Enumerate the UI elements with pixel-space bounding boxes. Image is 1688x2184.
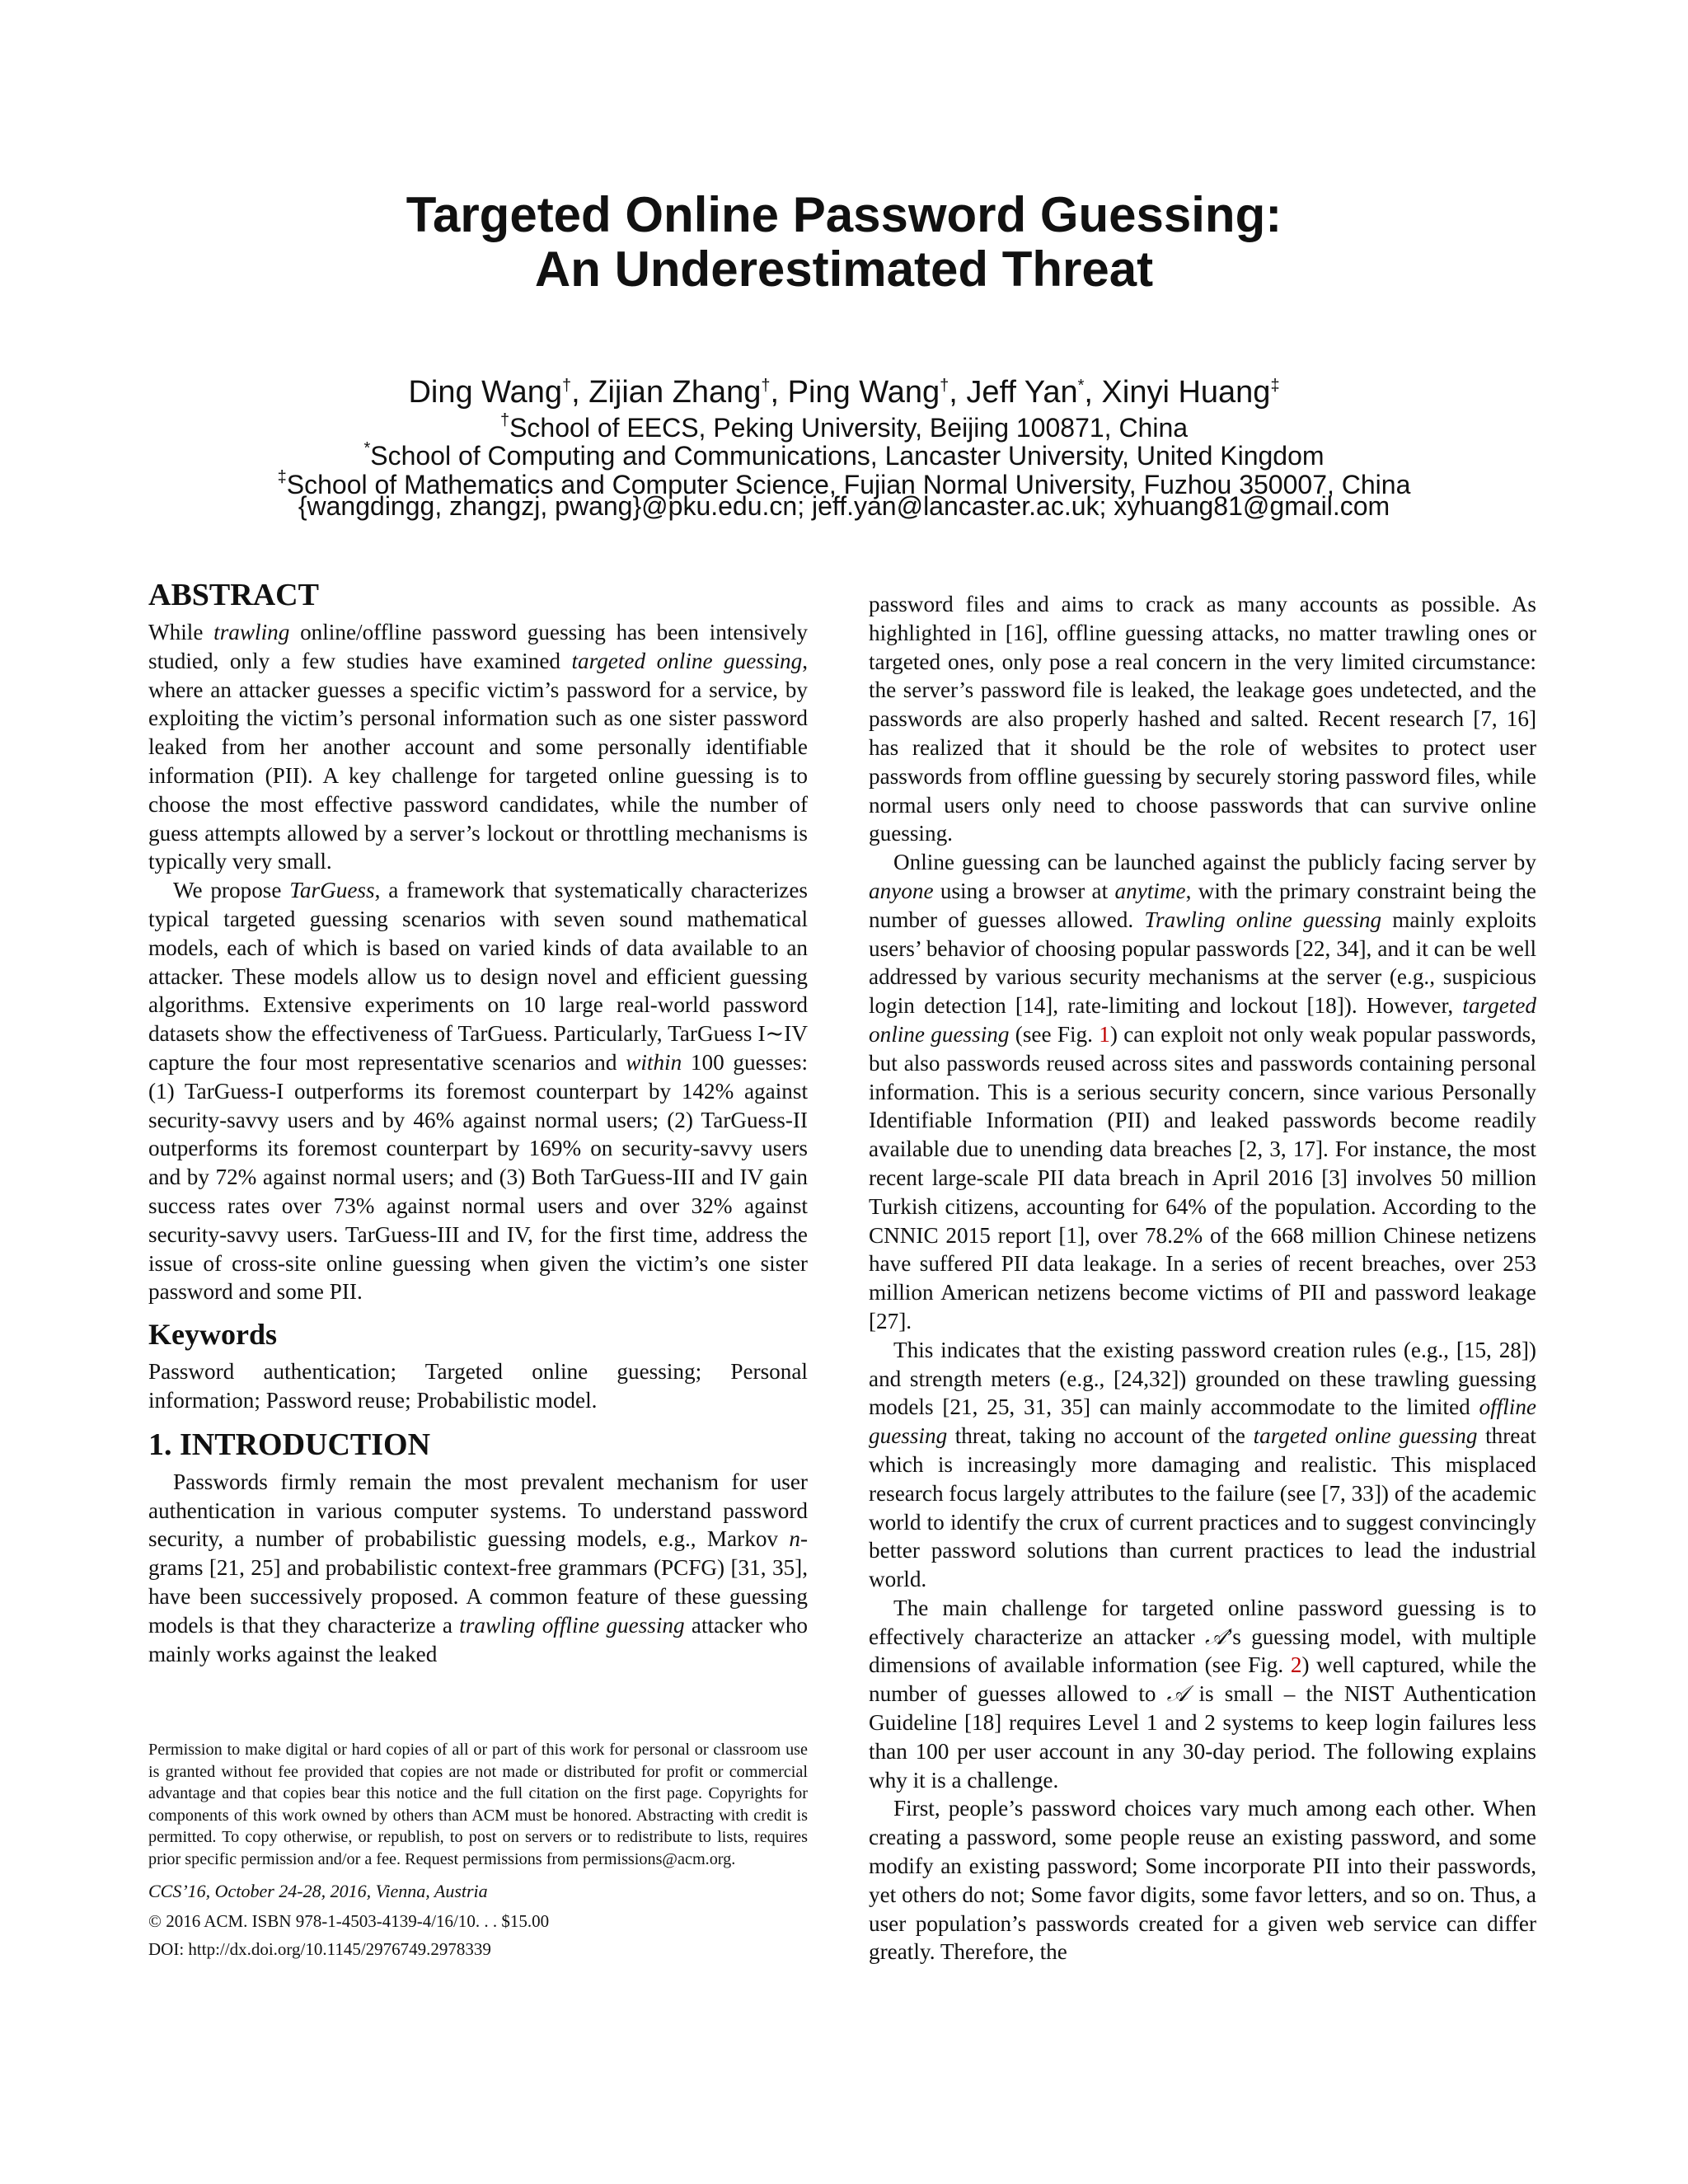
introduction-paragraph-1: [148, 1468, 808, 1669]
copyright-footnote: [148, 1739, 808, 1961]
text-run: While: [148, 620, 214, 644]
author-name: Ping Wang: [787, 375, 940, 410]
author-emails: {wangdingg, zhangzj, pwang}@pku.edu.cn; jeff.yan@lancaster.ac.uk; xyhuang81@gmail.com: [298, 491, 1390, 521]
text-run: mainly exploits users’ behavior of choosing popular passwords [22, 34], and it can be well addressed by various security mechanisms at the server (e.g., suspicious login detection [14], rate-limiting and lockout [18]). However,: [869, 907, 1537, 1019]
text-run: , where an attacker guesses a specific victim’s password for a service, by exploiting the victim’s personal information such as one sister password leaked from her another account and some personally identifiable information (PII). A key challenge for targeted online guessing is to choose the most effective password candidates, while the number of guess attempts allowed by a server’s lockout or throttling mechanisms is typically very small.: [148, 648, 808, 874]
right-paragraph-5: First, people’s password choices vary much among each other. When creating a password, some people reuse an existing password, and some modify an existing password; Some incorporate PII into their passwords, yet others do not; Some favor digits, some favor letters, and so on. Thus, a user population’s passwords created for a given web service can differ greatly. Therefore, the: [869, 1796, 1536, 1965]
emphasis: 𝒜: [1204, 1624, 1226, 1649]
right-column: [869, 590, 1536, 1966]
emphasis: Trawling online guessing: [1144, 907, 1382, 932]
abstract-paragraph-1: [148, 618, 808, 876]
abstract-paragraph-2: [148, 876, 808, 1306]
author-name: Ding Wang: [408, 375, 563, 410]
text-run: -grams [21, 25] and probabilistic context-free grammars (PCFG) [31, 35], have been successively proposed. A common feature of these guessing models is that they characterize a: [148, 1526, 808, 1638]
paper-title-line-1: Targeted Online Password Guessing:: [406, 187, 1282, 242]
text-run: , a framework that systematically characterizes typical targeted guessing scenarios with seven sound mathematical models, each of which is based on varied kinds of data available to an attacker. These models allow us to design novel and efficient guessing algorithms. Extensive experiments on 10 large real-world password datasets show the effectiveness of TarGuess. Particularly, TarGuess I∼IV capture the four most representative scenarios and: [148, 878, 808, 1075]
affiliation-mark: *: [363, 439, 371, 457]
text-run: The main challenge for targeted online password guessing is to effectively characterize an attacker: [869, 1595, 1536, 1649]
author-mark: †: [940, 377, 950, 395]
abstract-heading: ABSTRACT: [148, 578, 319, 612]
author-mark: †: [562, 377, 572, 395]
author-name: Xinyi Huang: [1101, 375, 1271, 410]
affiliation-text: School of Computing and Communications, Lancaster University, United Kingdom: [370, 441, 1325, 471]
affiliation-mark: ‡: [277, 468, 287, 486]
introduction-heading: 1. INTRODUCTION: [148, 1427, 431, 1462]
text-run: using a browser at: [933, 878, 1115, 903]
emphasis: anytime: [1114, 878, 1186, 903]
text-run: threat which is increasingly more damaging and realistic. This misplaced research focus largely attributes to the failure (see [7, 33]) of the academic world to identify the crux of current practices and to suggest convincingly better password solutions than current practices to lead the industrial world.: [869, 1423, 1536, 1592]
emphasis: n: [789, 1526, 800, 1552]
text-run: ) well captured, while the number of guesses allowed to: [869, 1652, 1536, 1707]
affiliation-text: School of EECS, Peking University, Beijing 100871, China: [509, 413, 1189, 443]
doi-line: DOI: http://dx.doi.org/10.1145/2976749.2978339: [148, 1939, 491, 1959]
figure-2-link[interactable]: 2: [1290, 1652, 1302, 1678]
right-paragraph-3: [869, 1336, 1536, 1594]
copyright-line: © 2016 ACM. ISBN 978-1-4503-4139-4/16/10. . . $15.00: [148, 1911, 550, 1931]
text-run: is small – the NIST Authentication Guideline [18] requires Level 1 and 2 systems to keep login failures less than 100 per user account in any 30-day period. The following explains why it is a challenge.: [869, 1681, 1536, 1793]
permission-notice: Permission to make digital or hard copies of all or part of this work for personal or classroom use is granted without fee provided that copies are not made or distributed for profit or commercial advantage and that copies bear this notice and the full citation on the first page. Copyrights for components of this work owned by others than ACM must be honored. Abstracting with credit is permitted. To copy otherwise, or republish, to post on servers or to redistribute to lists, requires prior specific permission and/or a fee. Request permissions from permissions@acm.org.: [148, 1741, 808, 1868]
paper-title-line-2: An Underestimated Threat: [534, 241, 1154, 297]
author-name: Zijian Zhang: [588, 375, 762, 410]
keywords-heading: Keywords: [148, 1318, 277, 1352]
figure-1-link[interactable]: 1: [1099, 1021, 1110, 1047]
author-name: Jeff Yan: [966, 375, 1078, 410]
text-run: online/offline password guessing has been intensively studied, only a few studies have examined: [148, 620, 808, 673]
left-column: [148, 577, 808, 1668]
emphasis: offline guessing: [869, 1394, 1536, 1449]
emphasis: 𝒜: [1166, 1681, 1189, 1707]
emphasis: targeted online guessing: [1253, 1423, 1478, 1449]
text-run: attacker who mainly works against the leaked: [148, 1612, 809, 1666]
text-run: ) can exploit not only weak popular passwords, but also passwords reused across sites and passwords containing personal information. This is a serious security concern, since various Personally Identifiable Information (PII) and leaked passwords become readily available due to unending data breaches [2, 3, 17]. For instance, the most recent large-scale PII data breach in April 2016 [3] involves 50 million Turkish citizens, accounting for 64% of the population. According to the CNNIC 2015 report [1], over 78.2% of the 668 million Chinese netizens have suffered PII data leakage. In a series of recent breaches, over 253 million American netizens become victims of PII and password leakage [27].: [869, 1021, 1536, 1333]
text-run: We propose: [173, 878, 290, 903]
author-mark: ‡: [1270, 377, 1280, 395]
author-mark: *: [1077, 377, 1085, 395]
text-run: threat, taking no account of the: [947, 1423, 1254, 1449]
text-run: , with the primary constraint being the number of guesses allowed.: [869, 878, 1536, 932]
right-paragraph-1: password files and aims to crack as many accounts as possible. As highlighted in [16], offline guessing attacks, no matter trawling ones or targeted ones, only pose a real concern in the very limited circumstance: the server’s password file is leaked, the leakage goes undetected, and the passwords are also properly hashed and salted. Recent research [7, 16] has realized that it should be the role of websites to protect user passwords from offline guessing by securely storing password files, while normal users only need to choose passwords that can survive online guessing.: [869, 592, 1536, 846]
conference-line: CCS’16, October 24-28, 2016, Vienna, Austria: [148, 1881, 488, 1901]
text-run: ’s guessing model, with multiple dimensions of available information (see Fig.: [869, 1624, 1536, 1678]
emphasis: targeted online guessing: [869, 993, 1536, 1047]
emphasis: anyone: [869, 878, 934, 903]
right-paragraph-4: [869, 1594, 1536, 1795]
emphasis: within: [626, 1049, 682, 1075]
author-list: Ding Wang†, Zijian Zhang†, Ping Wang†, Jeff Yan*, Xinyi Huang‡: [408, 375, 1280, 410]
text-run: Passwords firmly remain the most prevalent mechanism for user authentication in various computer systems. To understand password security, a number of probabilistic guessing models, e.g., Markov: [148, 1469, 808, 1552]
affiliation-text: School of Mathematics and Computer Science, Fujian Normal University, Fuzhou 350007, China: [286, 470, 1411, 499]
emphasis: trawling offline guessing: [459, 1612, 685, 1638]
text-run: (see Fig.: [1009, 1021, 1100, 1047]
text-run: This indicates that the existing password creation rules (e.g., [15, 28]) and strength meters (e.g., [24,32]) grounded on these trawling guessing models [21, 25, 31, 35] can mainly accommodate to the limited: [869, 1337, 1536, 1420]
keywords-text: Password authentication; Targeted online guessing; Personal information; Password reuse; Probabilistic model.: [148, 1359, 808, 1413]
right-paragraph-2: [869, 848, 1536, 1336]
emphasis: TarGuess: [289, 878, 375, 903]
affiliation-mark: †: [499, 411, 510, 429]
author-mark: †: [761, 377, 771, 395]
emphasis: trawling: [213, 620, 290, 644]
text-run: 100 guesses: (1) TarGuess-I outperforms its foremost counterpart by 142% against security-savvy users and by 46% against normal users; (2) TarGuess-II outperforms its foremost counterpart by 169% on security-savvy users and by 72% against normal users; and (3) Both TarGuess-III and IV gain success rates over 73% against normal users and over 32% against security-savvy users. TarGuess-III and IV, for the first time, address the issue of cross-site online guessing when given the victim’s one sister password and some PII.: [148, 1049, 808, 1305]
text-run: Online guessing can be launched against the publicly facing server by: [893, 850, 1536, 875]
emphasis: targeted online guessing: [571, 648, 803, 673]
